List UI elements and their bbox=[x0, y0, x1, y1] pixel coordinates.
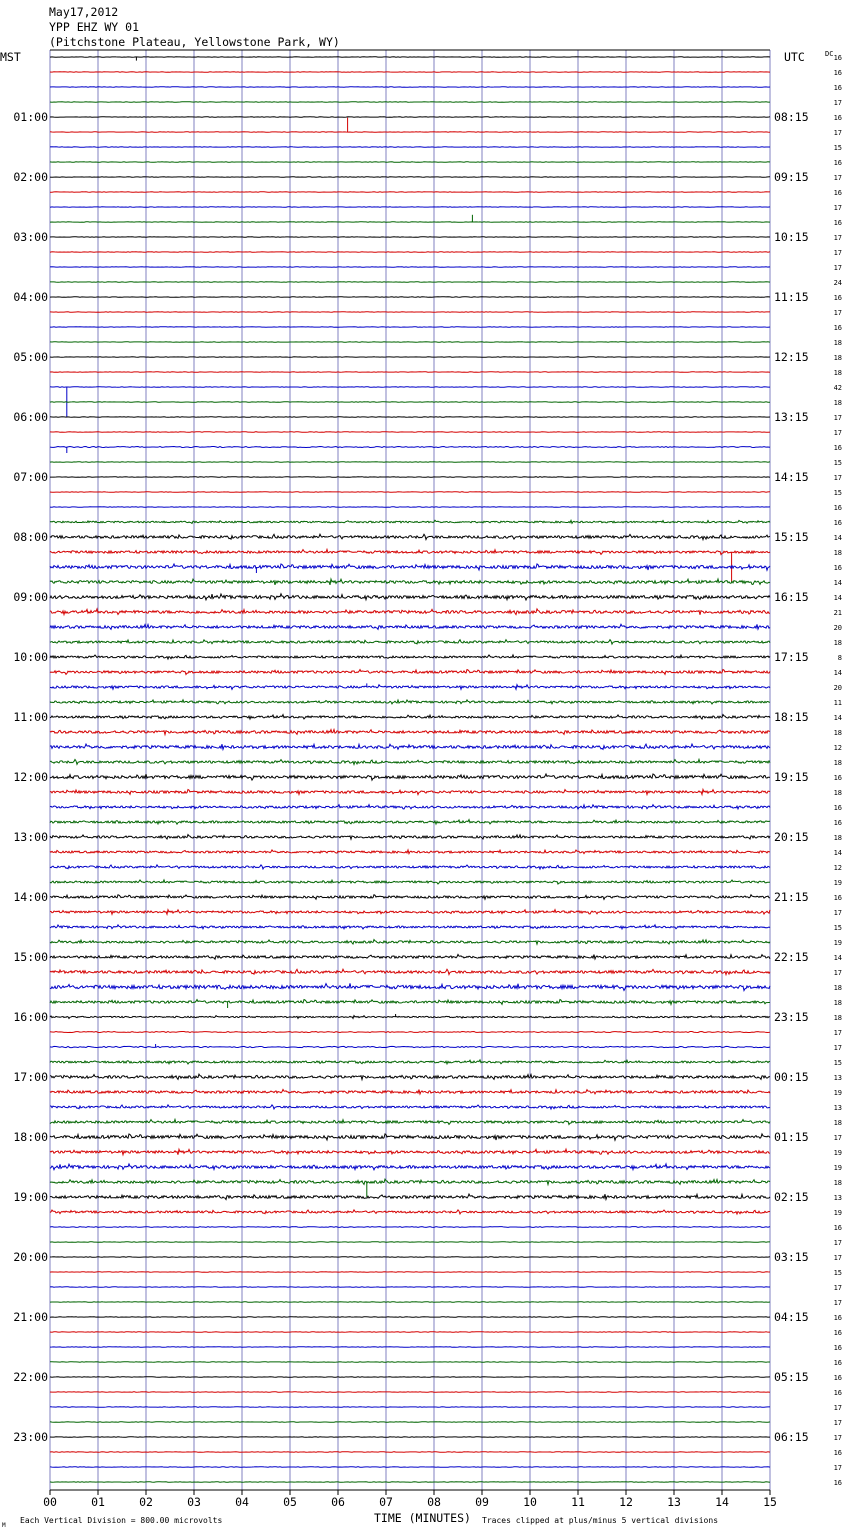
dc-offset-label: 12 bbox=[833, 744, 842, 752]
mst-hour-label: 07:00 bbox=[13, 470, 48, 484]
dc-offset-label: 16 bbox=[833, 1449, 842, 1457]
trace-row bbox=[50, 895, 770, 900]
dc-offset-label: 16 bbox=[833, 1389, 842, 1397]
trace-row bbox=[50, 880, 770, 884]
trace-row bbox=[50, 549, 770, 554]
mst-hour-label: 08:00 bbox=[13, 530, 48, 544]
dc-offset-label: 17 bbox=[833, 174, 842, 182]
utc-hour-label: 20:15 bbox=[774, 830, 809, 844]
dc-offset-label: 11 bbox=[833, 699, 842, 707]
trace-row bbox=[50, 1149, 770, 1154]
dc-offset-label: 17 bbox=[833, 99, 842, 107]
mst-hour-label: 13:00 bbox=[13, 830, 48, 844]
dc-offset-label: 12 bbox=[833, 864, 842, 872]
dc-offset-label: 20 bbox=[833, 684, 842, 692]
mst-hour-label: 23:00 bbox=[13, 1430, 48, 1444]
trace-row bbox=[50, 594, 770, 600]
dc-offset-label: 15 bbox=[833, 1269, 842, 1277]
dc-offset-label: 16 bbox=[833, 1314, 842, 1322]
trace-row bbox=[50, 1089, 770, 1094]
trace-row bbox=[50, 1074, 770, 1079]
trace-row bbox=[50, 954, 770, 959]
trace-row bbox=[50, 534, 770, 539]
x-tick-label: 07 bbox=[379, 1495, 393, 1509]
dc-offset-label: 16 bbox=[833, 504, 842, 512]
trace-row bbox=[50, 940, 770, 945]
dc-offset-label: 19 bbox=[833, 1209, 842, 1217]
dc-offset-label: 19 bbox=[833, 939, 842, 947]
dc-offset-label: 18 bbox=[833, 834, 842, 842]
dc-offset-label: 16 bbox=[833, 444, 842, 452]
dc-offset-label: 16 bbox=[833, 69, 842, 77]
trace-row bbox=[50, 1227, 770, 1228]
dc-offset-label: 14 bbox=[833, 714, 842, 722]
trace-row bbox=[50, 640, 770, 644]
x-tick-label: 10 bbox=[523, 1495, 537, 1509]
trace-row bbox=[50, 372, 770, 373]
utc-hour-label: 23:15 bbox=[774, 1010, 809, 1024]
utc-hour-label: 04:15 bbox=[774, 1310, 809, 1324]
trace-row bbox=[50, 237, 770, 238]
dc-offset-label: 17 bbox=[833, 129, 842, 137]
trace-row bbox=[50, 700, 770, 704]
dc-offset-label: 16 bbox=[833, 1479, 842, 1487]
mst-hour-label: 11:00 bbox=[13, 710, 48, 724]
trace-row bbox=[50, 1452, 770, 1453]
x-tick-label: 11 bbox=[571, 1495, 585, 1509]
dc-offset-label: 19 bbox=[833, 1149, 842, 1157]
trace-row bbox=[50, 477, 770, 478]
dc-offset-label: 16 bbox=[833, 84, 842, 92]
mst-hour-label: 06:00 bbox=[13, 410, 48, 424]
trace-row bbox=[50, 655, 770, 659]
dc-offset-label: 16 bbox=[833, 564, 842, 572]
utc-hour-label: 08:15 bbox=[774, 110, 809, 124]
dc-offset-label: 17 bbox=[833, 249, 842, 257]
dc-offset-label: 17 bbox=[833, 1254, 842, 1262]
trace-row bbox=[50, 507, 770, 508]
mst-hour-label: 14:00 bbox=[13, 890, 48, 904]
x-tick-label: 06 bbox=[331, 1495, 345, 1509]
dc-offset-label: 17 bbox=[833, 1284, 842, 1292]
trace-row bbox=[50, 132, 770, 133]
dc-offset-label: 17 bbox=[833, 1029, 842, 1037]
trace-row bbox=[50, 1060, 770, 1064]
mst-hour-label: 04:00 bbox=[13, 290, 48, 304]
dc-offset-label: 24 bbox=[833, 279, 842, 287]
dc-offset-label: 17 bbox=[833, 1419, 842, 1427]
trace-row bbox=[50, 1119, 770, 1124]
trace-row bbox=[50, 87, 770, 88]
trace-row bbox=[50, 1332, 770, 1333]
right-axis-label: UTC bbox=[784, 50, 805, 64]
trace-row bbox=[50, 1467, 770, 1468]
x-tick-label: 12 bbox=[619, 1495, 633, 1509]
seismic-traces bbox=[50, 57, 770, 1483]
trace-row bbox=[50, 177, 770, 178]
trace-row bbox=[50, 790, 770, 795]
x-axis-label: TIME (MINUTES) bbox=[374, 1511, 471, 1525]
mst-hour-label: 19:00 bbox=[13, 1190, 48, 1204]
mst-hour-label: 17:00 bbox=[13, 1070, 48, 1084]
trace-row bbox=[50, 910, 770, 915]
clip-note: Traces clipped at plus/minus 5 vertical divisions bbox=[482, 1516, 719, 1525]
trace-row bbox=[50, 1179, 770, 1184]
trace-row bbox=[50, 102, 770, 103]
dc-offset-label: 18 bbox=[833, 729, 842, 737]
dc-offset-label: 19 bbox=[833, 879, 842, 887]
trace-row bbox=[50, 1032, 770, 1033]
dc-offset-label: 16 bbox=[833, 1374, 842, 1382]
dc-offset-label: 18 bbox=[833, 1179, 842, 1187]
utc-hour-label: 05:15 bbox=[774, 1370, 809, 1384]
x-tick-label: 04 bbox=[235, 1495, 249, 1509]
utc-hour-label: 02:15 bbox=[774, 1190, 809, 1204]
mst-hour-label: 15:00 bbox=[13, 950, 48, 964]
trace-row bbox=[50, 252, 770, 253]
utc-hour-label: 17:15 bbox=[774, 650, 809, 664]
trace-row bbox=[50, 72, 770, 73]
mst-hour-label: 22:00 bbox=[13, 1370, 48, 1384]
trace-row bbox=[50, 327, 770, 328]
mst-hour-label: 10:00 bbox=[13, 650, 48, 664]
trace-row bbox=[50, 520, 770, 523]
dc-offset-label: 17 bbox=[833, 1464, 842, 1472]
dc-offset-label: 16 bbox=[833, 324, 842, 332]
trace-row bbox=[50, 297, 770, 298]
dc-offset-label: 16 bbox=[833, 519, 842, 527]
trace-row bbox=[50, 820, 770, 825]
trace-row bbox=[50, 1347, 770, 1348]
trace-row bbox=[50, 1287, 770, 1288]
trace-row bbox=[50, 57, 770, 58]
trace-row bbox=[50, 1016, 770, 1019]
utc-hour-label: 11:15 bbox=[774, 290, 809, 304]
dc-offset-label: 17 bbox=[833, 234, 842, 242]
scale-note: Each Vertical Division = 800.00 microvolts bbox=[20, 1516, 223, 1525]
trace-row bbox=[50, 462, 770, 463]
mst-hour-label: 12:00 bbox=[13, 770, 48, 784]
dc-offset-label: 20 bbox=[833, 624, 842, 632]
dc-offset-label: 17 bbox=[833, 204, 842, 212]
dc-offset-label: 16 bbox=[833, 159, 842, 167]
trace-row bbox=[50, 282, 770, 283]
trace-row bbox=[50, 774, 770, 780]
x-tick-label: 05 bbox=[283, 1495, 297, 1509]
dc-offset-label: 19 bbox=[833, 1089, 842, 1097]
trace-row bbox=[50, 715, 770, 719]
trace-row bbox=[50, 1392, 770, 1393]
trace-row bbox=[50, 1422, 770, 1423]
x-tick-label: 14 bbox=[715, 1495, 729, 1509]
dc-offset-label: 16 bbox=[833, 1344, 842, 1352]
trace-row bbox=[50, 1105, 770, 1109]
x-tick-label: 02 bbox=[139, 1495, 153, 1509]
trace-row bbox=[50, 685, 770, 690]
trace-row bbox=[50, 357, 770, 358]
dc-offset-label: 19 bbox=[833, 1164, 842, 1172]
dc-offset-label: 17 bbox=[833, 414, 842, 422]
dc-offset-label: 14 bbox=[833, 849, 842, 857]
trace-row bbox=[50, 983, 770, 990]
utc-hour-label: 14:15 bbox=[774, 470, 809, 484]
dc-offset-label: 18 bbox=[833, 369, 842, 377]
trace-row bbox=[50, 1000, 770, 1005]
dc-offset-label: 14 bbox=[833, 669, 842, 677]
dc-offset-label: 17 bbox=[833, 1434, 842, 1442]
dc-offset-label: 18 bbox=[833, 354, 842, 362]
dc-offset-label: 15 bbox=[833, 459, 842, 467]
dc-offset-label: 17 bbox=[833, 909, 842, 917]
trace-row bbox=[50, 312, 770, 313]
dc-offset-label: 16 bbox=[833, 189, 842, 197]
trace-row bbox=[50, 147, 770, 148]
trace-row bbox=[50, 222, 770, 223]
utc-hour-label: 16:15 bbox=[774, 590, 809, 604]
dc-offset-label: 17 bbox=[833, 1299, 842, 1307]
dc-offset-label: 13 bbox=[833, 1104, 842, 1112]
utc-hour-label: 13:15 bbox=[774, 410, 809, 424]
mst-hour-label: 09:00 bbox=[13, 590, 48, 604]
dc-offset-label: 17 bbox=[833, 309, 842, 317]
dc-offset-label: 42 bbox=[833, 384, 842, 392]
trace-row bbox=[50, 1272, 770, 1273]
utc-hour-label: 18:15 bbox=[774, 710, 809, 724]
dc-offset-label: 16 bbox=[833, 1359, 842, 1367]
dc-offset-label: 15 bbox=[833, 144, 842, 152]
dc-offset-label: 18 bbox=[833, 1119, 842, 1127]
x-tick-label: 15 bbox=[763, 1495, 777, 1509]
dc-offset-label: 17 bbox=[833, 1404, 842, 1412]
dc-offset-label: 16 bbox=[833, 114, 842, 122]
axis-labels bbox=[13, 54, 842, 1509]
dc-offset-label: 18 bbox=[833, 1014, 842, 1022]
trace-row bbox=[50, 1164, 770, 1170]
dc-offset-label: 16 bbox=[833, 1329, 842, 1337]
dc-offset-label: 16 bbox=[833, 219, 842, 227]
dc-offset-label: 16 bbox=[833, 804, 842, 812]
mst-hour-label: 20:00 bbox=[13, 1250, 48, 1264]
header-location: (Pitchstone Plateau, Yellowstone Park, WY) bbox=[49, 35, 340, 49]
trace-row bbox=[50, 1362, 770, 1363]
trace-row bbox=[50, 609, 770, 615]
trace-row bbox=[50, 1242, 770, 1243]
dc-offset-label: 17 bbox=[833, 1134, 842, 1142]
mst-hour-label: 02:00 bbox=[13, 170, 48, 184]
mst-hour-label: 03:00 bbox=[13, 230, 48, 244]
trace-row bbox=[50, 492, 770, 493]
utc-hour-label: 09:15 bbox=[774, 170, 809, 184]
trace-row bbox=[50, 267, 770, 268]
dc-offset-label: 14 bbox=[833, 954, 842, 962]
utc-hour-label: 21:15 bbox=[774, 890, 809, 904]
trace-row bbox=[50, 1482, 770, 1483]
header-date: May17,2012 bbox=[49, 5, 119, 19]
mst-hour-label: 05:00 bbox=[13, 350, 48, 364]
trace-row bbox=[50, 729, 770, 734]
x-tick-label: 03 bbox=[187, 1495, 201, 1509]
dc-offset-label: 8 bbox=[837, 654, 842, 662]
utc-hour-label: 03:15 bbox=[774, 1250, 809, 1264]
trace-row bbox=[50, 1134, 770, 1140]
trace-row bbox=[50, 1407, 770, 1408]
dc-offset-label: 15 bbox=[833, 924, 842, 932]
mst-hour-label: 18:00 bbox=[13, 1130, 48, 1144]
dc-offset-label: 18 bbox=[833, 759, 842, 767]
left-axis-label: MST bbox=[0, 50, 21, 64]
trace-row bbox=[50, 1194, 770, 1199]
dc-offset-label: 17 bbox=[833, 474, 842, 482]
trace-row bbox=[50, 969, 770, 974]
trace-row bbox=[50, 624, 770, 629]
trace-row bbox=[50, 925, 770, 929]
trace-row bbox=[50, 162, 770, 163]
trace-row bbox=[50, 579, 770, 585]
x-tick-label: 00 bbox=[43, 1495, 57, 1509]
trace-row bbox=[50, 207, 770, 208]
utc-hour-label: 06:15 bbox=[774, 1430, 809, 1444]
trace-row bbox=[50, 1302, 770, 1303]
trace-row bbox=[50, 402, 770, 403]
dc-offset-label: 18 bbox=[833, 984, 842, 992]
utc-hour-label: 22:15 bbox=[774, 950, 809, 964]
trace-row bbox=[50, 1210, 770, 1214]
dc-offset-label: 16 bbox=[833, 894, 842, 902]
dc-offset-label: 13 bbox=[833, 1074, 842, 1082]
utc-hour-label: 19:15 bbox=[774, 770, 809, 784]
dc-offset-label: 18 bbox=[833, 999, 842, 1007]
utc-hour-label: 10:15 bbox=[774, 230, 809, 244]
dc-offset-label: 16 bbox=[833, 294, 842, 302]
dc-offset-label: 15 bbox=[833, 1059, 842, 1067]
corner-mark: M bbox=[2, 1522, 6, 1529]
trace-row bbox=[50, 759, 770, 764]
dc-offset-label: 17 bbox=[833, 1044, 842, 1052]
utc-hour-label: 00:15 bbox=[774, 1070, 809, 1084]
dc-offset-label: 17 bbox=[833, 429, 842, 437]
utc-hour-label: 15:15 bbox=[774, 530, 809, 544]
dc-offset-label: 21 bbox=[833, 609, 842, 617]
trace-row bbox=[50, 1046, 770, 1047]
dc-offset-label: 14 bbox=[833, 534, 842, 542]
header-station: YPP EHZ WY 01 bbox=[49, 20, 140, 34]
dc-offset-label: 17 bbox=[833, 1239, 842, 1247]
trace-row bbox=[50, 1257, 770, 1258]
trace-row bbox=[50, 865, 770, 869]
trace-row bbox=[50, 1317, 770, 1318]
dc-offset-label: 17 bbox=[833, 264, 842, 272]
trace-row bbox=[50, 192, 770, 193]
trace-row bbox=[50, 432, 770, 433]
trace-row bbox=[50, 744, 770, 749]
dc-offset-label: 13 bbox=[833, 1194, 842, 1202]
dc-label: DC bbox=[825, 50, 834, 58]
dc-offset-label: 16 bbox=[833, 819, 842, 827]
dc-offset-label: 14 bbox=[833, 579, 842, 587]
trace-row bbox=[50, 117, 770, 118]
trace-row bbox=[50, 670, 770, 675]
mst-hour-label: 21:00 bbox=[13, 1310, 48, 1324]
x-tick-label: 08 bbox=[427, 1495, 441, 1509]
x-tick-label: 09 bbox=[475, 1495, 489, 1509]
trace-row bbox=[50, 447, 770, 448]
utc-hour-label: 01:15 bbox=[774, 1130, 809, 1144]
dc-offset-label: 14 bbox=[833, 594, 842, 602]
dc-offset-label: 16 bbox=[833, 54, 842, 62]
trace-row bbox=[50, 835, 770, 840]
x-tick-label: 13 bbox=[667, 1495, 681, 1509]
trace-row bbox=[50, 850, 770, 854]
dc-offset-label: 16 bbox=[833, 1224, 842, 1232]
dc-offset-label: 15 bbox=[833, 489, 842, 497]
mst-hour-label: 01:00 bbox=[13, 110, 48, 124]
dc-offset-label: 16 bbox=[833, 774, 842, 782]
trace-row bbox=[50, 417, 770, 418]
trace-row bbox=[50, 805, 770, 809]
dc-offset-label: 17 bbox=[833, 969, 842, 977]
dc-offset-label: 18 bbox=[833, 789, 842, 797]
dc-offset-label: 18 bbox=[833, 399, 842, 407]
x-tick-label: 01 bbox=[91, 1495, 105, 1509]
dc-offset-label: 18 bbox=[833, 549, 842, 557]
mst-hour-label: 16:00 bbox=[13, 1010, 48, 1024]
trace-row bbox=[50, 387, 770, 388]
trace-row bbox=[50, 564, 770, 570]
trace-row bbox=[50, 1377, 770, 1378]
utc-hour-label: 12:15 bbox=[774, 350, 809, 364]
dc-offset-label: 18 bbox=[833, 339, 842, 347]
dc-offset-label: 18 bbox=[833, 639, 842, 647]
trace-row bbox=[50, 342, 770, 343]
trace-row bbox=[50, 1437, 770, 1438]
